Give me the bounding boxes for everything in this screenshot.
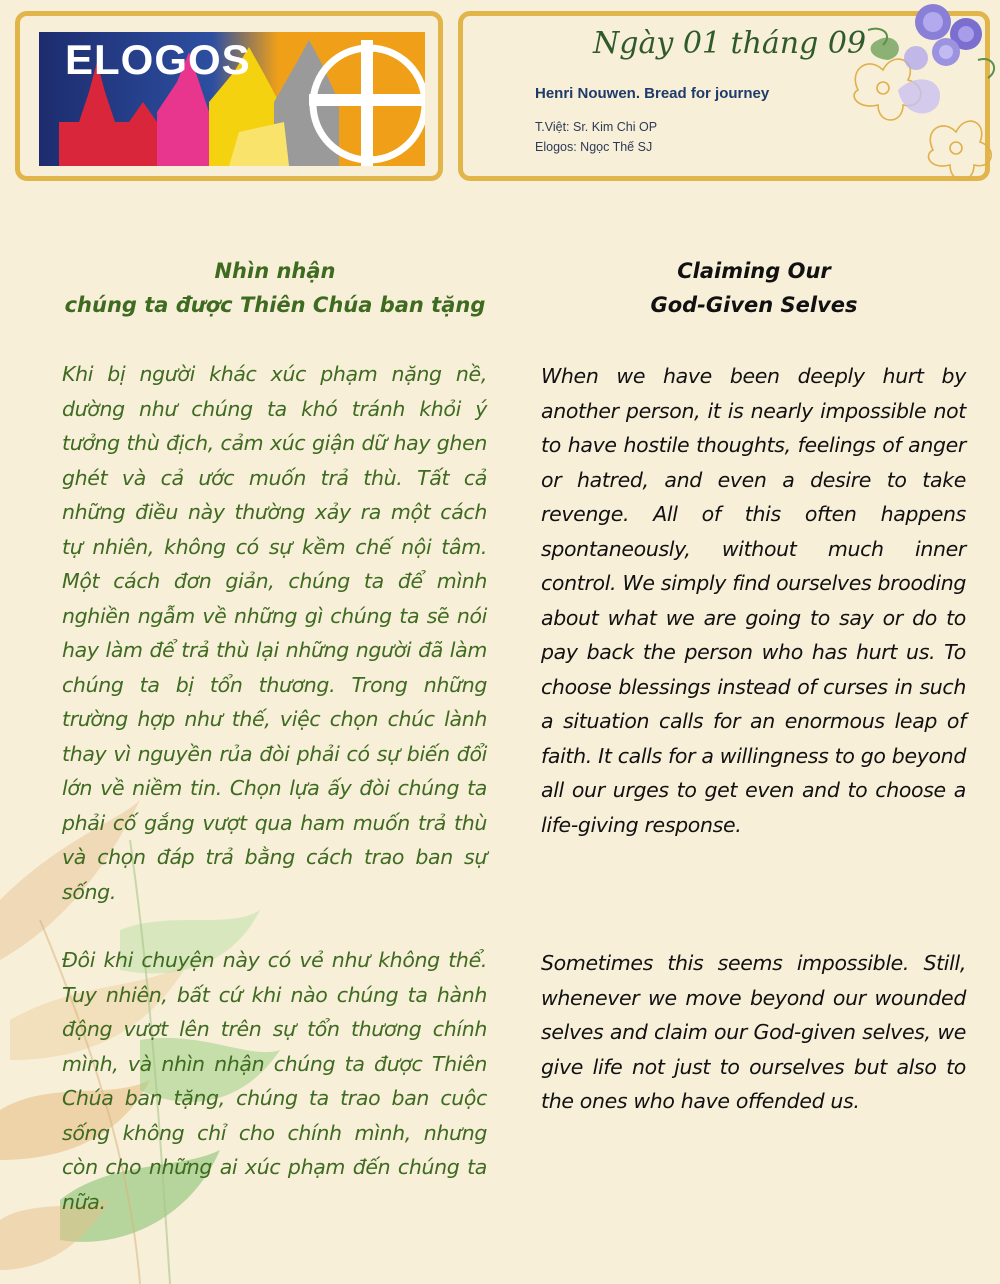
english-paragraph-1: When we have been deeply hurt by another person, it is nearly impossible not to have hostile thoughts, feelings of anger or hatred, and even a desire to take revenge. All of this often happens spontaneously, without much inner control. We simply find ourselves brooding about what we are going to say or do to pay back the person who has hurt us. To choose blessings instead of curses in such a situation calls for an enormous leap of faith. It calls for a willingness to go beyond all our urges to get even and to choose a life-giving response. [541,364,966,837]
vietnamese-title-line1: Nhìn nhận [214,259,336,283]
vietnamese-title [55,254,495,322]
translator-credit: T.Việt: Sr. Kim Chi OP [535,120,658,134]
vietnamese-title-line2: chúng ta được Thiên Chúa ban tặng [64,293,486,317]
english-paragraph-2: Sometimes this seems impossible. Still, whenever we move beyond our wounded selves and claim our God-given selves, we give life not just to ourselves but also to the ones who have offended us. [541,951,966,1113]
vietnamese-paragraph-2: Đôi khi chuyện này có vẻ như không thể. Tuy nhiên, bất cứ khi nào chúng ta hành động vượt lên trên sự tổn thương chính mình, và nhìn nhận chúng ta được Thiên Chúa ban tặng, chúng ta trao ban cuộc sống không chỉ cho chính mình, nhưng còn cho những ai xúc phạm đến chúng ta nữa. [62,948,487,1214]
editor-credit: Elogos: Ngọc Thế SJ [535,140,653,154]
english-title [534,254,974,322]
flower-decoration [838,0,1000,200]
elogos-logo [39,32,425,166]
book-title: Henri Nouwen. Bread for journey [535,85,770,102]
logo-panel [15,11,443,181]
vietnamese-paragraph-1: Khi bị người khác xúc phạm nặng nề, dường như chúng ta khó tránh khỏi ý tưởng thù địch, cảm xúc giận dữ hay ghen ghét và cả ước muốn trả thù. Tất cả những điều này thường xảy ra một cách tự nhiên, không có sự kềm chế nội tâm. Một cách đơn giản, chúng ta để mình nghiền ngẫm về những gì chúng ta sẽ nói hay làm để trả thù lại những người đã làm chúng ta bị tổn thương. Trong những trường hợp như thế, việc chọn chúc lành thay vì nguyền rủa đòi phải có sự biến đổi lớn về niềm tin. Chọn lựa ấy đòi chúng ta phải cố gắng vượt qua ham muốn trả thù và chọn đáp trả bằng cách trao ban sự sống. [62,362,487,904]
english-title-line1: Claiming Our [677,259,831,283]
english-title-line2: God-Given Selves [650,293,858,317]
logo-text: ELOGOS [65,36,251,83]
date-title: Ngày 01 tháng 09 [593,26,867,61]
